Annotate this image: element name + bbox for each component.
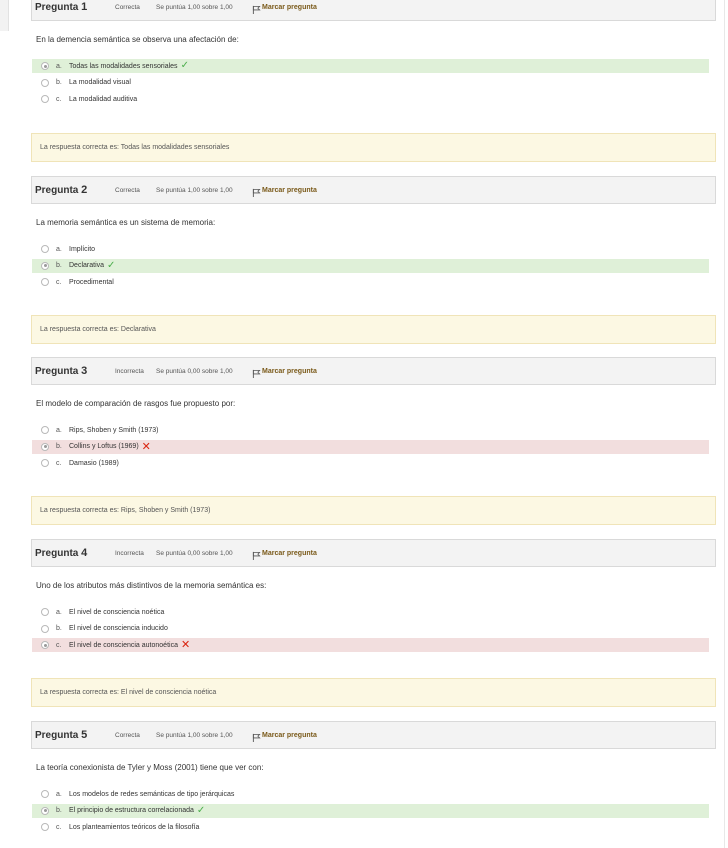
question-state: Correcta: [115, 3, 140, 11]
answer-list: [31, 242, 716, 289]
question-grade: Se puntúa 1,00 sobre 1,00: [156, 731, 233, 739]
flag-question-button[interactable]: [252, 1, 317, 14]
question-grade: Se puntúa 1,00 sobre 1,00: [156, 186, 233, 194]
answer-text: El nivel de consciencia noética: [69, 608, 165, 616]
answer-letter: a.: [56, 790, 62, 798]
check-icon: ✓: [180, 60, 189, 71]
question-5: [31, 721, 716, 837]
answer-text: El nivel de consciencia autonoética: [69, 641, 178, 649]
question-label: Pregunta: [35, 548, 79, 559]
flag-icon[interactable]: [252, 551, 261, 560]
answer-option-b[interactable]: [32, 622, 709, 636]
question-header: [31, 721, 716, 749]
answer-letter: a.: [56, 426, 62, 434]
answer-option-c[interactable]: [32, 638, 709, 652]
answer-list: [31, 423, 716, 470]
correct-answer-feedback: La respuesta correcta es: Todas las modalidades sensoriales: [31, 133, 716, 162]
question-header: [31, 539, 716, 567]
correct-answer-feedback: La respuesta correcta es: Rips, Shoben y Smith (1973): [31, 496, 716, 525]
answer-option-b[interactable]: [32, 804, 709, 818]
answer-text: Declarativa: [69, 262, 105, 269]
answer-letter: b.: [56, 807, 62, 814]
cross-icon: ✕: [141, 440, 151, 453]
question-number-value: 3: [81, 365, 88, 377]
question-label: Pregunta: [35, 185, 79, 196]
radio-button[interactable]: [41, 262, 49, 270]
flag-question-label: Marcar pregunta: [262, 549, 317, 557]
radio-button[interactable]: [41, 278, 49, 286]
answer-letter: a.: [56, 608, 62, 616]
answer-option-a[interactable]: [32, 605, 709, 619]
flag-question-label: Marcar pregunta: [262, 731, 317, 739]
flag-question-label: Marcar pregunta: [262, 367, 317, 375]
answer-text: El principio de estructura correlacionada: [69, 807, 194, 814]
question-grade: Se puntúa 0,00 sobre 1,00: [156, 367, 233, 375]
question-label: Pregunta: [35, 366, 79, 377]
question-header: [31, 357, 716, 385]
answer-text: La modalidad visual: [69, 79, 131, 86]
radio-button[interactable]: [41, 807, 49, 815]
answer-letter: c.: [56, 641, 62, 649]
answer-option-a[interactable]: [32, 423, 709, 437]
question-2: [31, 176, 716, 292]
radio-button[interactable]: [41, 823, 49, 831]
question-text: La memoria semántica es un sistema de memoria:: [36, 218, 216, 227]
cross-icon: ✕: [180, 639, 191, 651]
answer-letter: c.: [56, 278, 62, 286]
question-state: Incorrecta: [115, 367, 144, 375]
answer-text: Rips, Shoben y Smith (1973): [69, 426, 159, 434]
question-1: [31, 0, 716, 109]
question-number: [35, 547, 115, 559]
answer-letter: c.: [56, 95, 62, 103]
answer-letter: a.: [56, 245, 62, 253]
page-edge: [0, 0, 9, 31]
answer-letter: b.: [56, 262, 62, 269]
flag-question-button[interactable]: [252, 547, 317, 560]
answer-letter: b.: [56, 443, 62, 450]
check-icon: ✓: [107, 259, 116, 271]
answer-letter: c.: [56, 459, 62, 467]
question-number: [35, 184, 115, 196]
answer-letter: c.: [56, 823, 62, 831]
correct-answer-feedback: La respuesta correcta es: El nivel de consciencia noética: [31, 678, 716, 707]
answer-option-b[interactable]: [32, 440, 709, 454]
question-number-value: 2: [81, 184, 88, 196]
question-text: El modelo de comparación de rasgos fue propuesto por:: [36, 399, 236, 408]
question-grade: Se puntúa 1,00 sobre 1,00: [156, 3, 233, 11]
radio-button[interactable]: [41, 95, 49, 103]
radio-button[interactable]: [41, 79, 49, 87]
flag-question-button[interactable]: [252, 365, 317, 378]
flag-question-button[interactable]: [252, 729, 317, 742]
answer-letter: a.: [56, 62, 62, 70]
question-text: Uno de los atributos más distintivos de la memoria semántica es:: [36, 581, 267, 590]
radio-button[interactable]: [41, 459, 49, 467]
answer-option-a[interactable]: [32, 59, 709, 73]
flag-question-label: Marcar pregunta: [262, 186, 317, 194]
answer-option-c[interactable]: [32, 275, 709, 289]
check-icon: ✓: [196, 804, 206, 816]
question-number: [35, 1, 115, 13]
question-state: Incorrecta: [115, 549, 144, 557]
question-state: Correcta: [115, 186, 140, 194]
question-label: Pregunta: [35, 730, 79, 741]
question-number: [35, 729, 115, 741]
answer-text: Procedimental: [69, 278, 114, 286]
radio-button[interactable]: [41, 443, 49, 451]
answer-text: Damasio (1989): [69, 459, 119, 467]
question-number-value: 5: [81, 729, 88, 741]
question-text: En la demencia semántica se observa una afectación de:: [36, 35, 239, 44]
answer-list: [31, 787, 716, 834]
correct-answer-feedback: La respuesta correcta es: Declarativa: [31, 315, 716, 344]
answer-list: [31, 605, 716, 652]
flag-icon[interactable]: [252, 733, 261, 742]
radio-button[interactable]: [41, 426, 49, 434]
question-text: La teoría conexionista de Tyler y Moss (2001) tiene que ver con:: [36, 763, 264, 772]
question-number-value: 1: [81, 1, 88, 13]
answer-text: Implícito: [69, 245, 96, 253]
answer-text: Collins y Loftus (1969): [69, 443, 139, 450]
radio-button[interactable]: [41, 641, 49, 649]
radio-button[interactable]: [41, 608, 49, 616]
question-3: [31, 357, 716, 473]
answer-letter: b.: [56, 79, 62, 86]
flag-icon[interactable]: [252, 369, 261, 378]
question-4: [31, 539, 716, 655]
flag-question-button[interactable]: [252, 184, 317, 197]
flag-icon[interactable]: [252, 188, 261, 197]
question-header: [31, 0, 716, 21]
radio-button[interactable]: [41, 62, 49, 70]
answer-letter: b.: [56, 625, 62, 632]
question-number-value: 4: [81, 547, 88, 559]
radio-button[interactable]: [41, 625, 49, 633]
flag-question-label: Marcar pregunta: [262, 3, 317, 11]
answer-option-b[interactable]: [32, 259, 709, 273]
answer-text: Los planteamientos teóricos de la filosofía: [69, 823, 200, 831]
answer-text: El nivel de consciencia inducido: [69, 625, 168, 632]
question-number: [35, 365, 115, 377]
radio-button[interactable]: [41, 245, 49, 253]
question-grade: Se puntúa 0,00 sobre 1,00: [156, 549, 233, 557]
answer-option-c[interactable]: [32, 820, 709, 834]
answer-text: La modalidad auditiva: [69, 95, 138, 103]
answer-option-c[interactable]: [32, 92, 709, 106]
answer-option-c[interactable]: [32, 456, 709, 470]
answer-option-a[interactable]: [32, 242, 709, 256]
answer-option-b[interactable]: [32, 76, 709, 90]
answer-option-a[interactable]: [32, 787, 709, 801]
page-divider: [724, 0, 725, 848]
question-state: Correcta: [115, 731, 140, 739]
answer-list: [31, 59, 716, 106]
question-label: Pregunta: [35, 2, 79, 13]
answer-text: Todas las modalidades sensoriales: [69, 62, 178, 70]
answer-text: Los modelos de redes semánticas de tipo jerárquicas: [69, 790, 235, 798]
question-header: [31, 176, 716, 204]
flag-icon[interactable]: [252, 5, 261, 14]
radio-button[interactable]: [41, 790, 49, 798]
